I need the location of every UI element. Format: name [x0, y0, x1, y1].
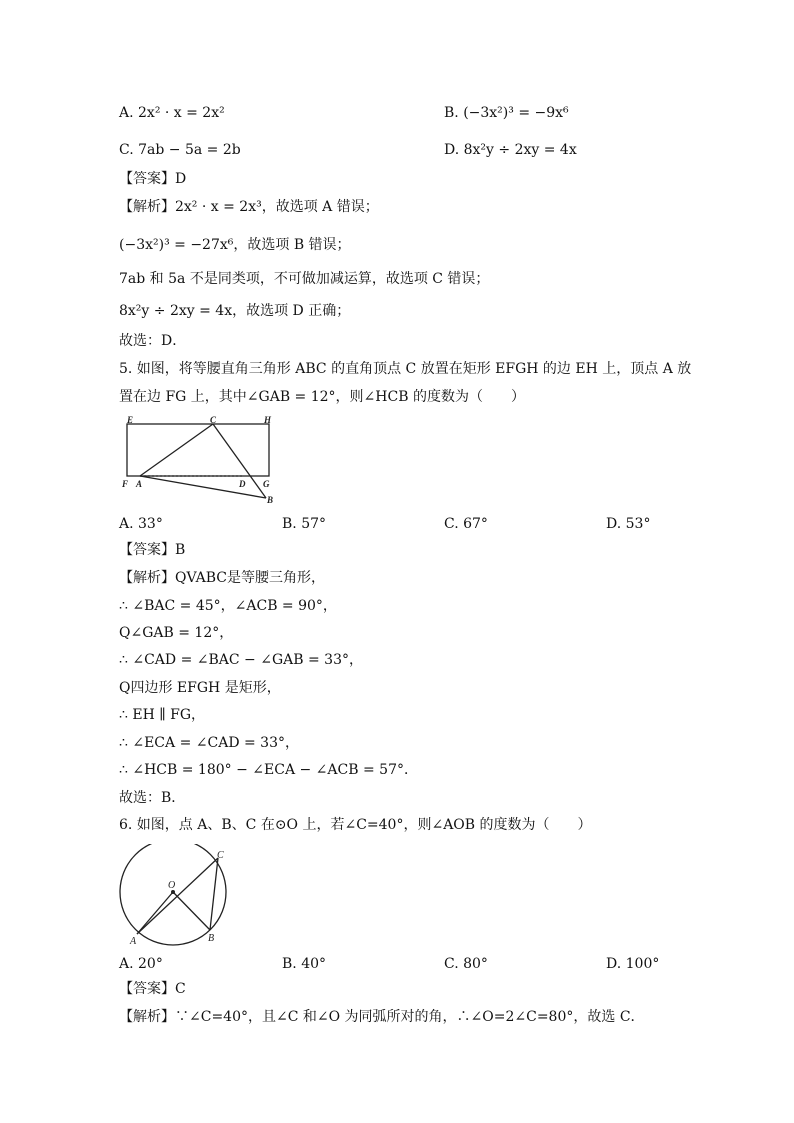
prev-answer: 【答案】D: [119, 171, 187, 187]
q5-rectangle-triangle-figure: [118, 414, 282, 510]
label-a: A: [136, 479, 143, 489]
q5-analysis-line: Q四边形 EFGH 是矩形，: [119, 680, 281, 696]
label-f: F: [122, 479, 129, 489]
prev-analysis-line: 7ab 和 5a 不是同类项，不可做加减运算，故选项 C 错误；: [119, 271, 490, 287]
q6-analysis: 【解析】∵∠C=40°，且∠C 和∠O 为同弧所对的角，∴∠O=2∠C=80°，故选 C．: [119, 1009, 645, 1025]
prev-option-c: C. 7ab − 5a = 2b: [119, 142, 241, 158]
q5-answer: 【答案】B: [119, 542, 186, 558]
label-c: C: [210, 415, 217, 425]
prev-option-b: B. (−3x²)³ = −9x⁶: [444, 105, 569, 121]
q5-analysis-line: Q∠GAB = 12°，: [119, 625, 234, 641]
segment-ab: [140, 476, 266, 498]
q5-analysis-line: ∴ ∠CAD = ∠BAC − ∠GAB = 33°，: [119, 652, 363, 668]
rectangle-efgh: [127, 424, 269, 476]
prev-analysis-line: (−3x²)³ = −27x⁶，故选项 B 错误；: [119, 237, 351, 253]
q6-option-c: C. 80°: [444, 956, 488, 972]
q5-option-b: B. 57°: [282, 516, 327, 532]
q5-stem-line1: 5. 如图，将等腰直角三角形 ABC 的直角顶点 C 放置在矩形 EFGH 的边 EH 上，顶点 A 放: [119, 361, 692, 377]
q5-analysis-line: 故选：B．: [119, 790, 186, 806]
q5-analysis-line: ∴ ∠ECA = ∠CAD = 33°，: [119, 735, 299, 751]
segment-ac: [137, 858, 218, 934]
label-d: D: [239, 479, 246, 489]
prev-analysis-line: 故选：D．: [119, 333, 187, 349]
q6-option-b: B. 40°: [282, 956, 327, 972]
label-b: B: [208, 933, 215, 944]
label-b: B: [267, 495, 274, 505]
q5-analysis-line: ∴ EH ∥ FG，: [119, 707, 206, 723]
prev-analysis-line: 【解析】2x² · x = 2x³，故选项 A 错误；: [119, 199, 379, 215]
q5-option-c: C. 67°: [444, 516, 488, 532]
q5-analysis-line: ∴ ∠BAC = 45°，∠ACB = 90°，: [119, 598, 337, 614]
prev-option-a: A. 2x² · x = 2x²: [119, 105, 225, 121]
segment-ac: [140, 424, 213, 476]
prev-option-d: D. 8x²y ÷ 2xy = 4x: [444, 142, 577, 158]
q6-answer: 【答案】C: [119, 981, 186, 997]
q6-circle-figure: [114, 844, 238, 950]
prev-analysis-line: 8x²y ÷ 2xy = 4x，故选项 D 正确；: [119, 303, 351, 319]
q5-option-d: D. 53°: [606, 516, 651, 532]
q6-stem: 6. 如图，点 A、B、C 在⊙O 上，若∠C=40°，则∠AOB 的度数为（ ）: [119, 817, 592, 833]
segment-oa: [137, 892, 173, 934]
q5-stem-line2: 置在边 FG 上，其中∠GAB = 12°，则∠HCB 的度数为（ ）: [119, 389, 525, 405]
q5-analysis-line: ∴ ∠HCB = 180° − ∠ECA − ∠ACB = 57°．: [119, 762, 418, 778]
segment-bc: [210, 858, 218, 930]
label-g: G: [263, 479, 270, 489]
label-o: O: [168, 880, 176, 891]
label-h: H: [264, 415, 272, 425]
label-a: A: [130, 936, 137, 947]
label-e: E: [127, 415, 134, 425]
q5-analysis-line: 【解析】QVABC是等腰三角形，: [119, 570, 326, 586]
label-c: C: [217, 850, 224, 861]
segment-ob: [173, 892, 210, 930]
q5-option-a: A. 33°: [119, 516, 163, 532]
q6-option-a: A. 20°: [119, 956, 163, 972]
q6-option-d: D. 100°: [606, 956, 660, 972]
